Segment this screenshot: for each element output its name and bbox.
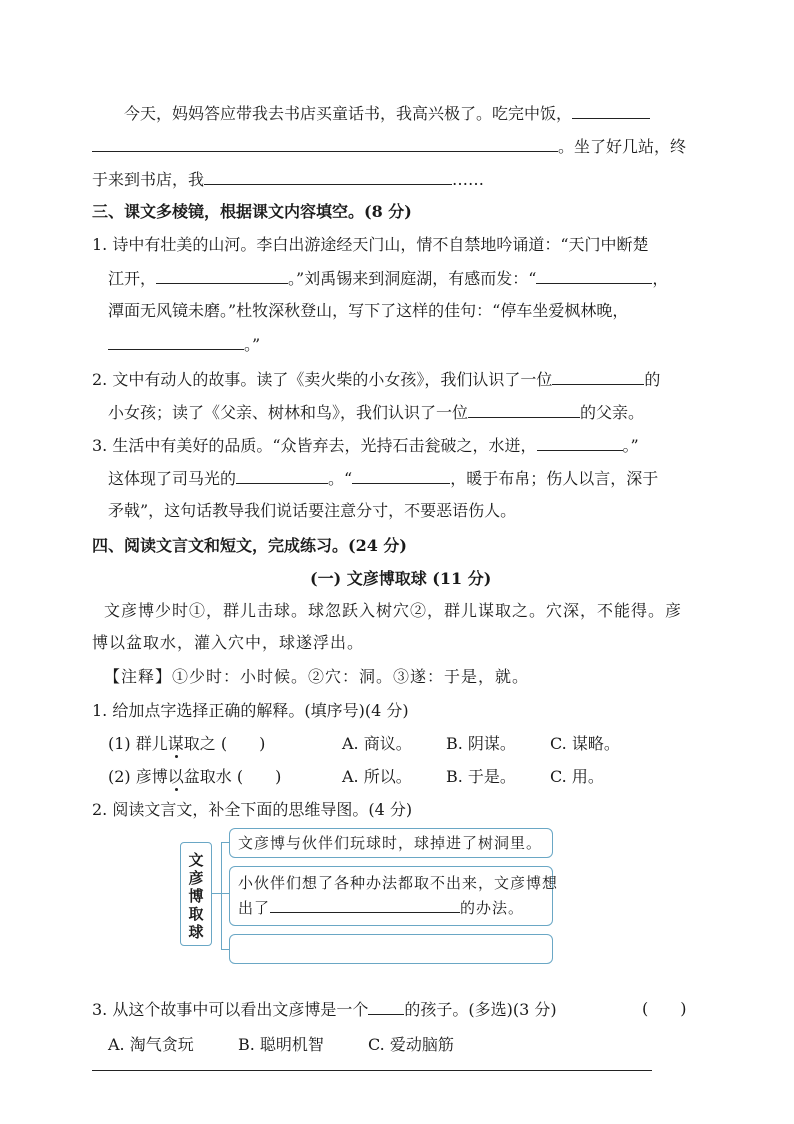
blank-poem-1[interactable] [156, 267, 288, 284]
blank-quality-1[interactable] [537, 434, 623, 451]
answer-paren[interactable]: ( ) [642, 999, 687, 1018]
passage-line-1: 文彦博少时①，群儿击球。球忽跃入树穴②，群儿谋取之。穴深，不能得。彦 [104, 601, 683, 620]
answer-line[interactable] [92, 1070, 652, 1071]
mindmap-connector [211, 893, 221, 894]
q3-1-line-3: 潭面无风镜未磨。”杜牧深秋登山，写下了这样的佳句：“停车坐爱枫林晚， [108, 301, 629, 320]
q4-2-stem: 2. 阅读文言文，补全下面的思维导图。(4 分) [92, 800, 413, 819]
passage-line-2: 博以盆取水，灌入穴中，球遂浮出。 [92, 633, 365, 652]
blank-compose-1[interactable] [572, 102, 650, 119]
compose-line-3: 于来到书店，我 …… [92, 170, 485, 189]
q4-1-item-1-option-c[interactable]: C. 谋略。 [550, 734, 620, 753]
blank-quality-2[interactable] [236, 467, 328, 484]
q3-3-line-3: 矛戟”，这句话教导我们说话要注意分寸，不要恶语伤人。 [108, 501, 517, 520]
blank-story-2[interactable] [468, 401, 580, 418]
mindmap-branch-mid [221, 893, 229, 894]
q4-1-item-1-option-b[interactable]: B. 阴谋。 [446, 734, 516, 753]
q4-1-item-2-option-a[interactable]: A. 所以。 [342, 767, 412, 786]
q4-1-item-2: (2) 彦博以盆取水 ( ) [108, 767, 282, 786]
blank-compose-3[interactable] [204, 168, 452, 185]
blank-poem-2[interactable] [536, 267, 652, 284]
q3-2-line-2: 小女孩；读了《父亲、树林和鸟》，我们认识了一位 的父亲。 [108, 403, 645, 422]
q3-1-line-2: 江开， 。”刘禹锡来到洞庭湖，有感而发：“ ， [108, 269, 669, 288]
passage-note: 【注释】①少时：小时候。②穴：洞。③遂：于是，就。 [104, 667, 530, 686]
blank-character[interactable] [368, 998, 404, 1015]
section-4-title: 四、阅读文言文和短文，完成练习。(24 分) [92, 536, 407, 555]
passage-title: (一) 文彦博取球 (11 分) [310, 569, 492, 588]
q4-1-item-1: (1) 群儿谋取之 ( ) [108, 734, 266, 753]
blank-story-1[interactable] [552, 368, 644, 385]
section-3-title: 三、课文多棱镜，根据课文内容填空。(8 分) [92, 202, 412, 221]
q4-3-option-c[interactable]: C. 爱动脑筋 [368, 1035, 454, 1054]
blank-mindmap-method[interactable] [270, 898, 460, 913]
q3-3-line-1: 3. 生活中有美好的品质。“众皆弃去，光持石击瓮破之，水迸， 。” [92, 436, 639, 455]
q4-1-stem: 1. 给加点字选择正确的解释。(填序号)(4 分) [92, 701, 409, 720]
mindmap-title: 文 彦 博 取 球 [180, 842, 212, 946]
mindmap-box-1: 文彦博与伙伴们玩球时，球掉进了树洞里。 [229, 828, 553, 858]
mindmap-box-3-empty[interactable] [229, 934, 553, 964]
dotted-char: 以 [167, 767, 184, 786]
compose-line-1: 今天，妈妈答应带我去书店买童话书，我高兴极了。吃完中饭， [124, 102, 650, 125]
compose-line-2: 。坐了好几站，终 [92, 135, 686, 158]
dotted-char: 谋 [167, 734, 184, 753]
q3-2-line-1: 2. 文中有动人的故事。读了《卖火柴的小女孩》，我们认识了一位 的 [92, 370, 661, 389]
q4-3-option-b[interactable]: B. 聪明机智 [238, 1035, 324, 1054]
q3-1-line-4: 。” [108, 333, 260, 356]
q4-1-item-1-option-a[interactable]: A. 商议。 [342, 734, 412, 753]
q3-1-line-1: 1. 诗中有壮美的山河。李白出游途经天门山，情不自禁地吟诵道：“天门中断楚 [92, 235, 649, 254]
q4-1-item-2-option-b[interactable]: B. 于是。 [446, 767, 516, 786]
q4-1-item-2-option-c[interactable]: C. 用。 [550, 767, 604, 786]
blank-compose-2[interactable] [92, 135, 558, 152]
q3-3-line-2: 这体现了司马光的 。“ ，暖于布帛；伤人以言，深于 [108, 469, 659, 488]
q4-3-option-a[interactable]: A. 淘气贪玩 [108, 1035, 194, 1054]
blank-quality-3[interactable] [352, 467, 450, 484]
mindmap-box-2: 小伙伴们想了各种办法都取不出来，文彦博想 出了 的办法。 [229, 866, 553, 926]
blank-poem-3[interactable] [108, 333, 244, 350]
q4-3-stem: 3. 从这个故事中可以看出文彦博是一个 的孩子。(多选)(3 分) [92, 1000, 557, 1019]
